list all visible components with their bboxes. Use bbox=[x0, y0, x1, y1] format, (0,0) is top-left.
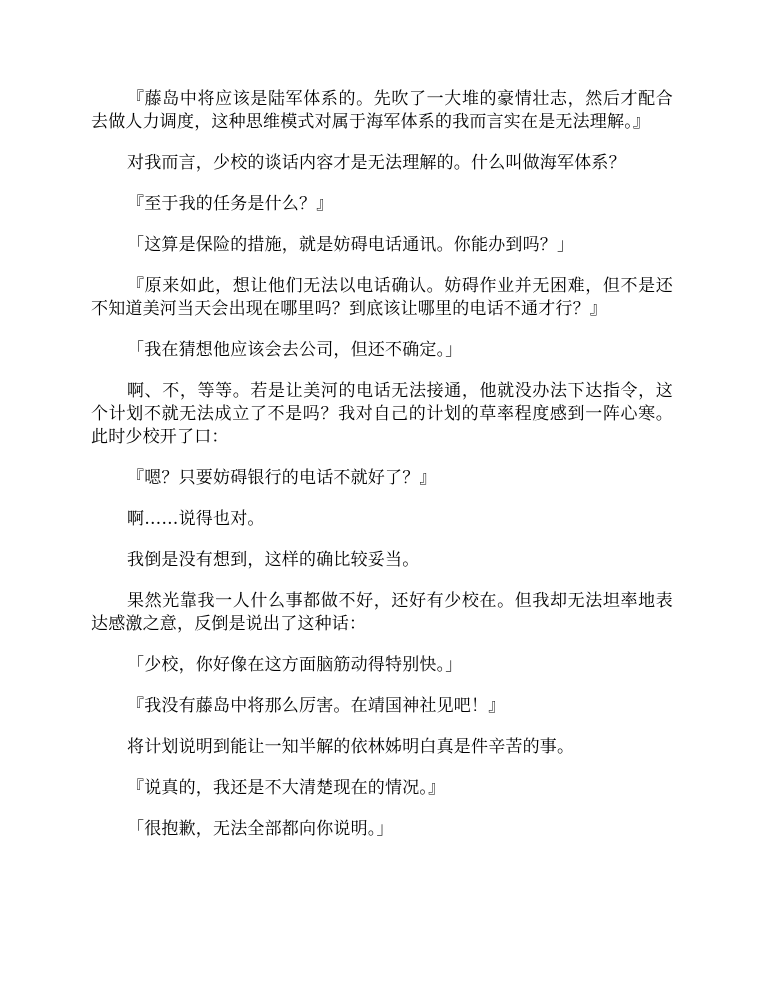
paragraph-1: 『藤岛中将应该是陆军体系的。先吹了一大堆的豪情壮志，然后才配合去做人力调度，这种思维模式对属于海军体系的我而言实在是无法理解。』 bbox=[91, 89, 673, 132]
paragraph-8: 『嗯？只要妨碍银行的电话不就好了？』 bbox=[127, 468, 437, 488]
paragraph-5: 『原来如此，想让他们无法以电话确认。妨碍作业并无困难，但不是还不知道美河当天会出现在哪里吗？到底该让哪里的电话不通才行？』 bbox=[91, 276, 673, 319]
paragraph-9: 啊……说得也对。 bbox=[127, 509, 265, 529]
paragraph-3: 『至于我的任务是什么？』 bbox=[127, 194, 334, 214]
paragraph-10: 我倒是没有想到，这样的确比较妥当。 bbox=[127, 550, 420, 570]
paragraph-4: 「这算是保险的措施，就是妨碍电话通讯。你能办到吗？」 bbox=[127, 235, 575, 255]
paragraph-6: 「我在猜想他应该会去公司，但还不确定。」 bbox=[127, 340, 463, 360]
paragraph-2: 对我而言，少校的谈话内容才是无法理解的。什么叫做海军体系？ bbox=[127, 153, 626, 173]
paragraph-16: 「很抱歉，无法全部都向你说明。」 bbox=[127, 819, 394, 839]
paragraph-11: 果然光靠我一人什么事都做不好，还好有少校在。但我却无法坦率地表达感激之意，反倒是说出了这种话： bbox=[91, 591, 673, 634]
paragraph-7: 啊、不，等等。若是让美河的电话无法接通，他就没办法下达指令，这个计划不就无法成立了不是吗？我对自己的计划的草率程度感到一阵心寒。此时少校开了口： bbox=[91, 381, 673, 447]
paragraph-14: 将计划说明到能让一知半解的依林姊明白真是件辛苦的事。 bbox=[127, 737, 575, 757]
document-page bbox=[91, 88, 673, 859]
paragraph-15: 『说真的，我还是不大清楚现在的情况。』 bbox=[127, 778, 446, 798]
paragraph-13: 『我没有藤岛中将那么厉害。在靖国神社见吧！』 bbox=[127, 696, 506, 716]
paragraph-12: 「少校，你好像在这方面脑筋动得特别快。」 bbox=[127, 655, 463, 675]
